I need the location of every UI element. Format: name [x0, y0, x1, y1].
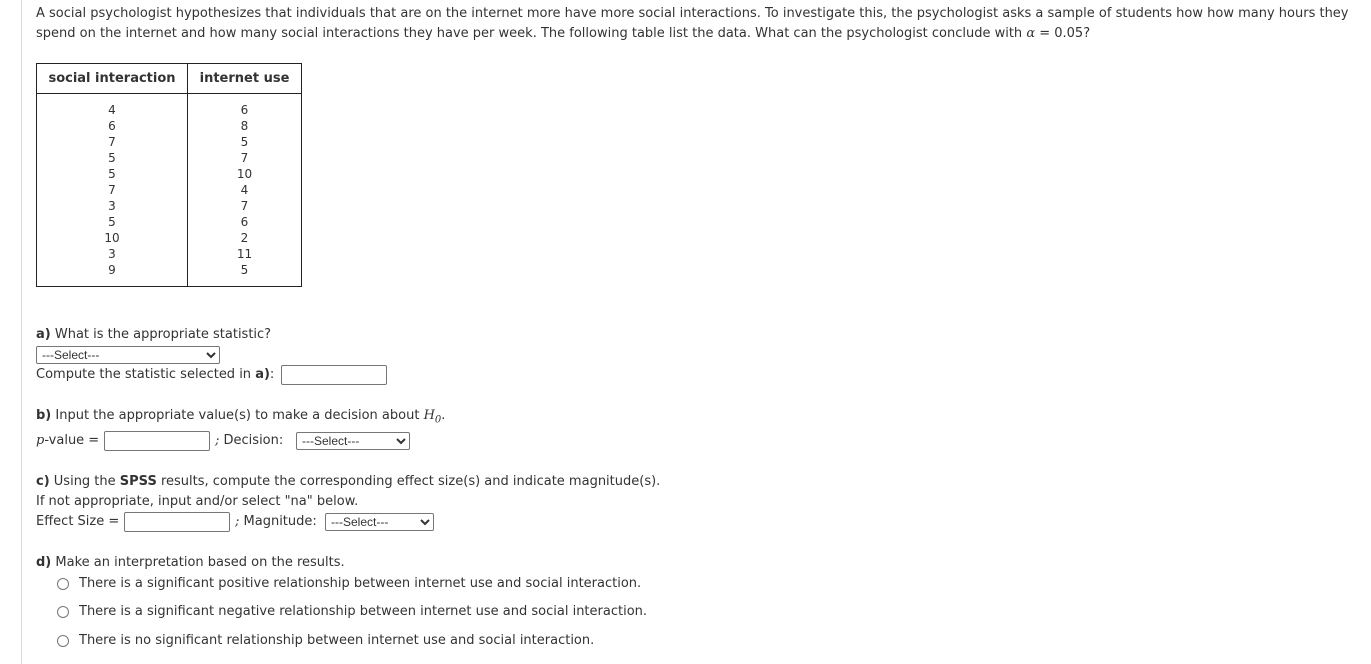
table-header-row	[37, 64, 302, 94]
pvalue-input[interactable]	[104, 431, 210, 451]
table-cell: 7	[108, 135, 116, 149]
table-cell: 5	[240, 263, 249, 277]
table-cell: 10	[104, 231, 120, 245]
part-d-label: d)	[36, 555, 52, 570]
alpha-value: = 0.05?	[1035, 26, 1091, 41]
h0-subscript: 0	[434, 414, 442, 426]
compute-statistic-ref: a)	[255, 367, 270, 382]
part-d-question	[36, 555, 345, 570]
table-cell: 8	[240, 119, 249, 133]
table-cell: 6	[108, 119, 116, 133]
interpretation-option-positive[interactable]	[57, 576, 641, 591]
table-cell: 10	[236, 167, 253, 181]
interpretation-option-label: There is no significant relationship between internet use and social interaction.	[79, 633, 595, 648]
table-cell: 3	[108, 247, 116, 261]
table-cell: 6	[240, 215, 249, 229]
table-cell: 4	[240, 183, 249, 197]
left-border-rule	[21, 0, 22, 664]
part-c-question	[36, 474, 660, 489]
pvalue-label	[36, 433, 99, 448]
table-cell: 5	[108, 215, 116, 229]
magnitude-label	[235, 514, 317, 529]
h0-period: .	[441, 408, 446, 423]
table-row	[37, 94, 302, 287]
radio-button[interactable]	[57, 578, 69, 590]
interpretation-option-negative[interactable]	[57, 604, 647, 619]
radio-button[interactable]	[57, 635, 69, 647]
table-cell: 5	[108, 151, 116, 165]
part-b-question	[36, 408, 445, 426]
compute-statistic-label	[36, 367, 274, 382]
effect-size-input[interactable]	[124, 512, 230, 532]
decision-label	[215, 433, 283, 448]
part-b-label: b)	[36, 408, 52, 423]
radio-button[interactable]	[57, 606, 69, 618]
pvalue-suffix: -value =	[44, 433, 100, 448]
pvalue-p: p	[36, 433, 45, 448]
table-cell: 5	[240, 135, 249, 149]
magnitude-select[interactable]	[325, 513, 434, 531]
decision-label-text: Decision:	[219, 433, 284, 448]
data-table	[36, 63, 302, 287]
table-cell: 4	[108, 103, 116, 117]
problem-line-2-text: spend on the internet and how many social interactions they have per week. The following table list the data. What can the psychologist conclude with	[36, 26, 1027, 41]
table-cell: 9	[108, 263, 116, 277]
interpretation-option-label: There is a significant positive relationship between internet use and social interaction.	[79, 576, 642, 591]
problem-line-2	[36, 24, 1349, 44]
interpretation-option-label: There is a significant negative relationship between internet use and social interaction.	[79, 604, 648, 619]
header-internet-use: internet use	[188, 64, 302, 94]
problem-line-1: A social psychologist hypothesizes that individuals that are on the internet more have more social interactions. To investigate this, the psychologist asks a sample of students how how many hours they	[36, 6, 1349, 21]
part-c-question-pre: Using the	[49, 474, 120, 489]
internet-use-column	[188, 94, 302, 287]
separator: ;	[215, 433, 220, 448]
separator: ;	[235, 514, 240, 529]
table-cell: 6	[240, 103, 249, 117]
effect-size-label: Effect Size =	[36, 514, 120, 529]
table-cell: 7	[240, 199, 249, 213]
part-a-question-text: What is the appropriate statistic?	[50, 327, 272, 342]
part-c-question-post: results, compute the corresponding effect size(s) and indicate magnitude(s).	[156, 474, 661, 489]
table-cell: 7	[108, 183, 116, 197]
table-cell: 2	[240, 231, 249, 245]
part-b-question-text: Input the appropriate value(s) to make a decision about	[51, 408, 424, 423]
table-cell: 11	[236, 247, 253, 261]
compute-statistic-colon: :	[269, 367, 275, 382]
magnitude-label-text: Magnitude:	[239, 514, 317, 529]
problem-statement	[36, 4, 1349, 44]
header-social-interaction: social interaction	[37, 64, 188, 94]
table-cell: 7	[240, 151, 249, 165]
part-a-question	[36, 327, 271, 342]
social-interaction-column	[37, 94, 188, 287]
part-c-note: If not appropriate, input and/or select "na" below.	[36, 494, 359, 509]
decision-select[interactable]	[296, 432, 410, 450]
spss-label: SPSS	[119, 474, 157, 489]
part-c-label: c)	[36, 474, 50, 489]
interpretation-option-none[interactable]	[57, 633, 594, 648]
alpha-symbol: α	[1026, 26, 1036, 41]
compute-statistic-text: Compute the statistic selected in	[36, 367, 256, 382]
part-a-label: a)	[36, 327, 51, 342]
h0-symbol: H	[423, 408, 435, 423]
part-d-question-text: Make an interpretation based on the results.	[51, 555, 345, 570]
table-cell: 3	[108, 199, 116, 213]
statistic-value-input[interactable]	[281, 365, 387, 385]
table-cell: 5	[108, 167, 116, 181]
statistic-select[interactable]	[36, 346, 220, 364]
